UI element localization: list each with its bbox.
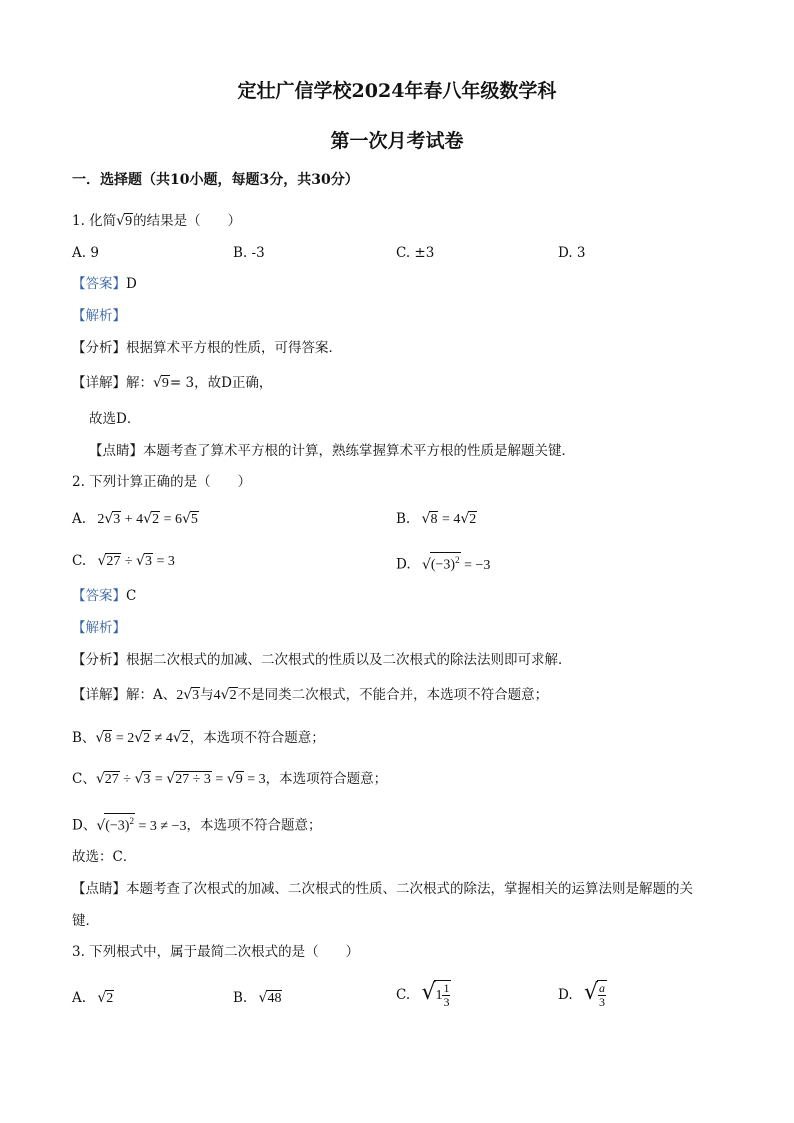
q2-dianjing	[72, 880, 693, 898]
q2-option-a-label: A.	[72, 511, 87, 527]
q2-conclusion: 故选：C．	[72, 849, 137, 865]
q2-line-d-end: ，本选项不符合题意；	[186, 817, 322, 834]
q2-stem: 2. 下列计算正确的是（ ）	[72, 474, 252, 490]
q1-analysis-tag: 【解析】	[72, 308, 126, 324]
q1-fenxi-text: 根据算术平方根的性质，可得答案．	[126, 340, 342, 356]
q2-line-d	[72, 813, 321, 836]
q3-option-b-label: B.	[233, 990, 248, 1006]
q1-option-d: D. 3	[558, 245, 586, 261]
q2-xiangjie-text-a: 解：A、	[126, 687, 177, 703]
q2-line-b-end: ，本选项不符合题意；	[189, 730, 325, 746]
q1-dianjing	[89, 442, 575, 460]
q2-line-c-formula: √27 ÷ √3 = √27 ÷ 3 = √9 = 3	[95, 771, 266, 787]
q2-line-b-label: B、	[72, 730, 96, 746]
q2-answer-value: C	[126, 588, 137, 604]
q1-stem-prefix: 1. 化简	[72, 213, 117, 229]
q3-option-a-label: A.	[72, 990, 87, 1006]
q2-dianjing-tag: 【点睛】	[72, 881, 126, 897]
q3-stem: 3. 下列根式中，属于最简二次根式的是（ ）	[72, 944, 360, 960]
q2-option-b-formula: √8 = 4√2	[421, 511, 477, 527]
q3-option-a	[72, 989, 114, 1008]
q2-option-c	[72, 552, 175, 571]
q2-line-b	[72, 729, 325, 748]
q1-answer-tag: 【答案】	[72, 276, 126, 292]
q1-dianjing-text: 本题考查了算术平方根的计算，熟练掌握算术平方根的性质是解题关键．	[143, 443, 575, 459]
q3-option-c-formula: √1 $\frac{1}{3}$	[421, 980, 450, 1010]
q3-option-b	[233, 989, 282, 1008]
section-heading: 一．选择题（共10小题，每题3分，共30分）	[72, 172, 359, 188]
q1-answer-value: D	[126, 276, 137, 292]
exam-title-line-1: 定壮广信学校2024年春八年级数学科	[237, 80, 557, 102]
q2-answer	[72, 587, 136, 605]
exam-title-line-2: 第一次月考试卷	[330, 130, 464, 152]
q2-option-b-label: B.	[396, 511, 411, 527]
q2-xiangjie-end: 不是同类二次根式，不能合并，本选项不符合题意；	[237, 687, 549, 703]
q2-xiangjie-mid: 与	[200, 687, 214, 703]
q1-stem-suffix: 的结果是（ ）	[133, 213, 242, 229]
q1-fenxi-tag: 【分析】	[72, 340, 126, 356]
q3-option-d-label: D.	[558, 987, 573, 1003]
q2-option-d-formula: $√(-3)^2 = -3$	[415, 558, 490, 573]
q1-fenxi	[72, 339, 342, 357]
q1-option-a: A. 9	[72, 245, 99, 261]
q2-line-d-formula: $√(-3)^2 = 3 \ne -3$	[96, 819, 186, 834]
q2-answer-tag: 【答案】	[72, 588, 126, 604]
q2-xiangjie-tag: 【详解】	[72, 687, 126, 703]
q3-option-d-formula: √ $\frac{a}{3}$	[583, 980, 605, 1010]
q2-line-c-label: C、	[72, 771, 96, 787]
q1-xiangjie	[72, 374, 272, 393]
q2-line-c	[72, 770, 387, 789]
q3-option-c	[396, 980, 451, 1011]
q3-option-d	[558, 980, 607, 1011]
q3-option-a-formula: √2	[97, 990, 114, 1006]
q3-option-c-label: C.	[396, 987, 411, 1003]
q2-dianjing-line-2: 键．	[72, 913, 99, 929]
q2-line-b-formula: √8 = 2√2 ≠ 4√2	[95, 730, 189, 746]
q2-fenxi	[72, 651, 572, 669]
q1-option-c: C. ±3	[396, 245, 435, 261]
q2-option-a	[72, 510, 199, 529]
q1-dianjing-tag: 【点睛】	[89, 443, 143, 459]
q2-dianjing-text-1: 本题考查了次根式的加减、二次根式的性质、二次根式的除法，掌握相关的运算法则是解题的关	[126, 881, 693, 897]
q2-analysis-tag: 【解析】	[72, 620, 126, 636]
q2-option-d-label: D.	[396, 556, 411, 573]
q2-xiangjie: 【详解】解：A、2√3与4√2不是同类二次根式，不能合并，本选项不符合题意；	[72, 687, 549, 703]
q2-option-a-formula: 2√3 + 4√2 = 6√5	[90, 511, 198, 527]
q1-option-b: B. -3	[233, 245, 265, 261]
q1-xiangjie-text-b: = 3，故D正确，	[169, 375, 273, 391]
q2-option-b	[396, 510, 477, 529]
q1-xiangjie-formula: √9	[153, 375, 169, 391]
q2-option-d	[396, 552, 490, 575]
q1-xiangjie-tag: 【详解】	[72, 375, 126, 391]
q2-line-c-end: ，本选项符合题意；	[265, 771, 388, 787]
q1-stem-sqrt: √9	[116, 213, 133, 229]
q2-line-d-label: D、	[72, 817, 97, 834]
q1-conclusion: 故选D．	[89, 411, 141, 427]
q1-answer	[72, 275, 137, 293]
q1-stem	[72, 212, 241, 231]
q2-fenxi-text: 根据二次根式的加减、二次根式的性质以及二次根式的除法法则即可求解．	[126, 652, 572, 668]
q2-option-c-label: C.	[72, 553, 87, 569]
q2-fenxi-tag: 【分析】	[72, 652, 126, 668]
q1-xiangjie-text-a: 解：	[126, 375, 153, 391]
q3-option-b-formula: √48	[258, 990, 282, 1006]
q2-option-c-formula: √27 ÷ √3 = 3	[97, 553, 175, 569]
